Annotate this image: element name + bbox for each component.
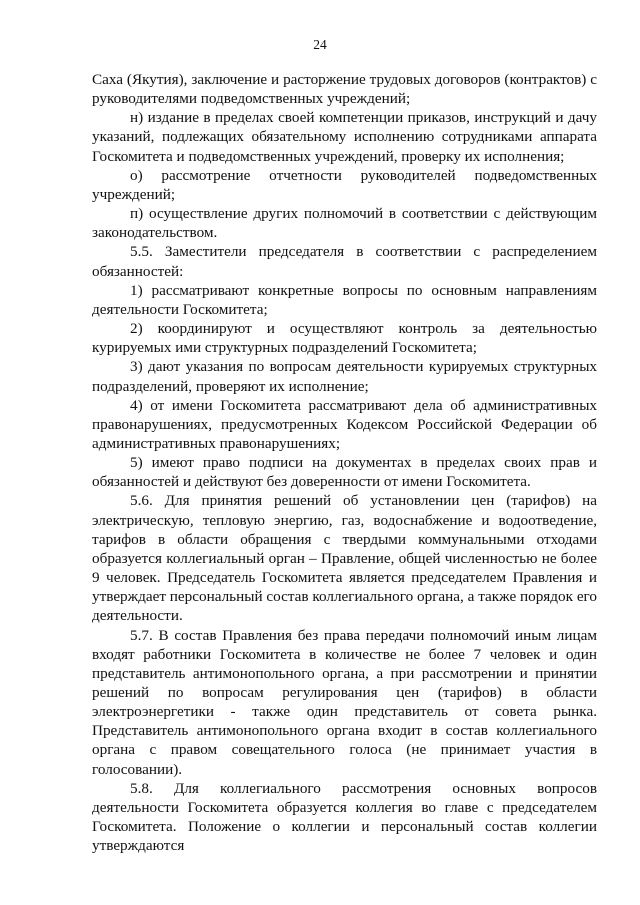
paragraph-3: о) рассмотрение отчетности руководителей подведомственных учреждений; — [92, 166, 597, 203]
paragraph-7: 2) координируют и осуществляют контроль за деятельностью курируемых ими структурных подразделений Госкомитета; — [92, 320, 597, 357]
paragraph-1: Саха (Якутия), заключение и расторжение трудовых договоров (контрактов) с руководителями подведомственных учреждений; — [92, 71, 597, 108]
paragraph-12: 5.7. В состав Правления без права передачи полномочий иным лицам входят работники Госкомитета в количестве не более 7 человек и один представитель антимонопольного органа, а при рассмотрении и принятии решений по вопросам регулирования цен (тарифов) в области электроэнергетики - также один представитель от совета рынка. Представитель антимонопольного органа входит в состав коллегиального органа с правом совещательного голоса (не принимает участия в голосовании). — [92, 626, 597, 778]
document-body — [92, 70, 597, 855]
paragraph-9: 4) от имени Госкомитета рассматривают дела об административных правонарушениях, предусмотренных Кодексом Российской Федерации об административных правонарушениях; — [92, 396, 597, 452]
paragraph-4: п) осуществление других полномочий в соответствии с действующим законодательством. — [92, 205, 597, 242]
paragraph-11: 5.6. Для принятия решений об установлении цен (тарифов) на электрическую, тепловую энергию, газ, водоснабжение и водоотведение, тарифов в области обращения с твердыми коммунальными отходами образуется коллегиальный орган – Правление, общей численностью не более 9 человек. Председатель Госкомитета является председателем Правления и утверждает персональный состав коллегиального органа, а также порядок его деятельности. — [92, 492, 597, 625]
paragraph-2: н) издание в пределах своей компетенции приказов, инструкций и дачу указаний, подлежащих обязательному исполнению сотрудниками аппарата Госкомитета и подведомственных учреждений, проверку их исполнения; — [92, 109, 597, 165]
paragraph-6: 1) рассматривают конкретные вопросы по основным направлениям деятельности Госкомитета; — [92, 281, 597, 318]
page-number: 24 — [313, 37, 327, 52]
paragraph-5: 5.5. Заместители председателя в соответствии с распределением обязанностей: — [92, 243, 597, 280]
paragraph-10: 5) имеют право подписи на документах в пределах своих прав и обязанностей и действуют без доверенности от имени Госкомитета. — [92, 454, 597, 491]
paragraph-8: 3) дают указания по вопросам деятельности курируемых структурных подразделений, проверяют их исполнение; — [92, 358, 597, 395]
paragraph-13: 5.8. Для коллегиального рассмотрения основных вопросов деятельности Госкомитета образуется коллегия во главе с председателем Госкомитета. Положение о коллегии и персональный состав коллегии утверждаются — [92, 779, 597, 855]
